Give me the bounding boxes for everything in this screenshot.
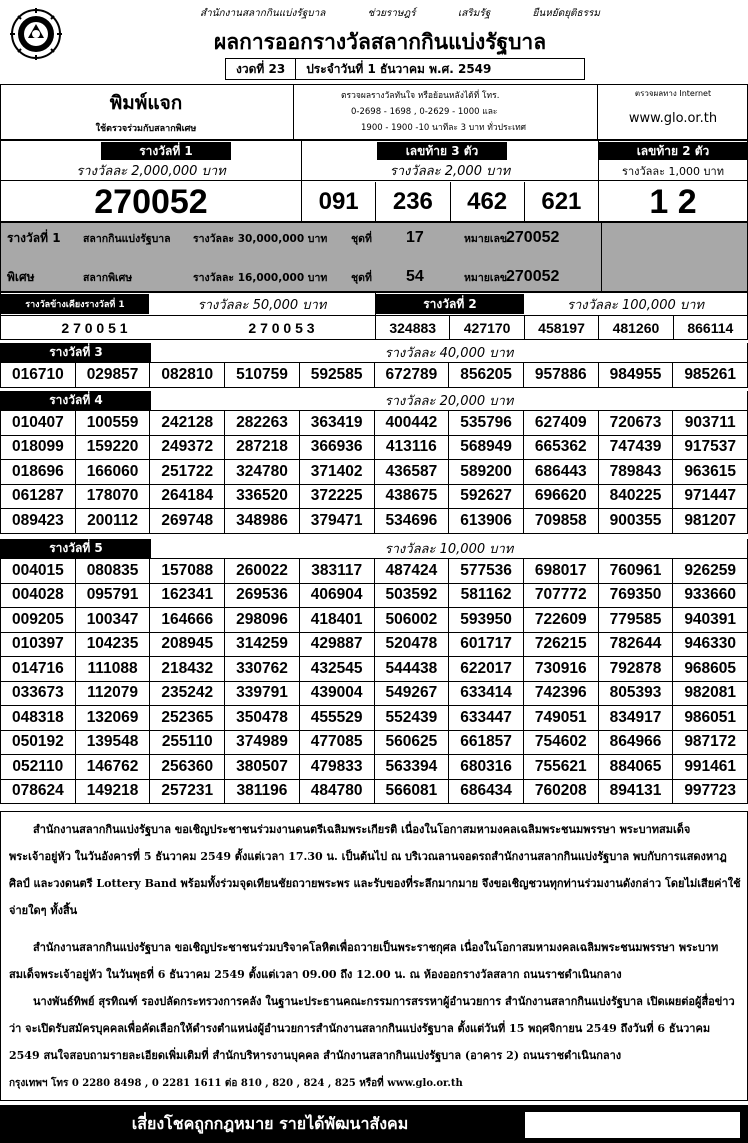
prize4-number: 627409: [524, 411, 599, 435]
special-row2-label: พิเศษ: [7, 269, 35, 284]
prize5-number: 884065: [599, 755, 674, 779]
special-row1-number: 270052: [506, 229, 560, 246]
top-link-office: สำนักงานสลากกินแบ่งรัฐบาล: [200, 8, 326, 19]
prize3-number: 672789: [375, 363, 450, 387]
prize5-number: 601717: [449, 633, 524, 657]
prize5-amount: รางวัลละ 10,000 บาท: [384, 542, 514, 557]
prize3-number: 082810: [150, 363, 225, 387]
prize5-number: 484780: [300, 780, 375, 804]
notice-blood-donation: สำนักงานสลากกินแบ่งรัฐบาล ขอเชิญประชาชนร่วมบริจาคโลหิตเพื่อถวายเป็นพระราชกุศล เนื่องในโอกาสมหามงคลเฉลิมพระชนมพรรษา พระบาทสมเด็จพระเจ้าอยู่หัว ในวันพุธที่ 6 ธันวาคม 2549 ตั้งแต่เวลา 09.00 ถึง 12.00 น. ณ ห้องออกรางวัลสลาก ถนนราชดำเนินกลาง: [9, 941, 719, 981]
prize5-number: 622017: [449, 657, 524, 681]
printer-name: พิมพ์แจก: [109, 92, 183, 114]
prize4-number: 269748: [150, 509, 225, 533]
internet-url[interactable]: www.glo.or.th: [628, 110, 718, 126]
prize3-label: รางวัลที่ 3: [1, 343, 151, 362]
phone-line1: 0-2698 - 1698 , 0-2629 - 1000 และ: [351, 107, 498, 117]
prize2-amount: รางวัลละ 100,000 บาท: [567, 297, 704, 313]
prize4-section: [0, 391, 748, 534]
prize5-number: 792878: [599, 657, 674, 681]
top-link-3: ยืนหยัดยุติธรรม: [532, 8, 600, 19]
prize5-number: 968605: [673, 657, 748, 681]
prize4-number: 568949: [449, 436, 524, 460]
prize4-number: 900355: [599, 509, 674, 533]
prize4-number: 018696: [0, 460, 76, 484]
prize5-number: 593950: [449, 608, 524, 632]
prize5-number: 707772: [524, 584, 599, 608]
prize5-number: 698017: [524, 559, 599, 583]
prize5-number: 987172: [673, 731, 748, 755]
prize4-number: 613906: [449, 509, 524, 533]
prize5-number: 581162: [449, 584, 524, 608]
special-row2-amount: รางวัลละ 16,000,000 บาท: [193, 271, 328, 284]
prize4-number: 840225: [599, 485, 674, 509]
prize5-number: 374989: [225, 731, 300, 755]
last3-number: 091: [302, 182, 376, 221]
notice-concert: สำนักงานสลากกินแบ่งรัฐบาล ขอเชิญประชาชนร่วมงานดนตรีเฉลิมพระเกียรติ เนื่องในโอกาสมหามงคลเฉลิมพระชนมพรรษา พระบาทสมเด็จพระเจ้าอยู่หัว ในวันอังคารที่ 5 ธันวาคม 2549 ตั้งแต่เวลา 17.30 น. เป็นต้นไป ณ บริเวณลานจอดรถสำนักงานสลากกินแบ่งรัฐบาล พบกับการแสดงหาฎศิลป์ และวงดนตรี Lottery Band พร้อมทั้งร่วมจุดเทียนชัยถวายพระพร และรับของที่ระลึกมากมาย จึงขอเชิญชวนทุกท่านร่วมงานดังกล่าว โดยไม่เสียค่าใช้จ่ายใดๆ ทั้งสิ้น: [9, 823, 741, 917]
prize5-number: 139548: [76, 731, 151, 755]
near-first-number: 2 7 0 0 5 3: [248, 319, 315, 336]
footer-blank-box: [525, 1112, 740, 1138]
last3-label: เลขท้าย 3 ตัว: [377, 142, 507, 160]
prize4-number: 178070: [76, 485, 151, 509]
prize5-number: 100347: [76, 608, 151, 632]
prize5-number: 033673: [0, 682, 76, 706]
prize5-number: 742396: [524, 682, 599, 706]
prize5-header: [0, 539, 748, 559]
prize5-number: 432545: [300, 657, 375, 681]
prize3-number: 985261: [673, 363, 748, 387]
last3-number: 621: [541, 187, 582, 215]
prize5-number: 381196: [225, 780, 300, 804]
prize5-number: 330762: [225, 657, 300, 681]
prize4-number: 696620: [524, 485, 599, 509]
special-row1-num-label: หมายเลข: [464, 232, 508, 245]
prize5-number: 506002: [375, 608, 450, 632]
prize4-number: 592627: [449, 485, 524, 509]
prize5-number: 235242: [150, 682, 225, 706]
header: [0, 0, 748, 84]
prize5-number: 680316: [449, 755, 524, 779]
top-links: [200, 6, 600, 21]
prize4-number: 534696: [375, 509, 450, 533]
prize5-number: 298096: [225, 608, 300, 632]
prize5-number: 722609: [524, 608, 599, 632]
prize4-number: 287218: [225, 436, 300, 460]
table-row: [0, 780, 748, 805]
special-row1-amount: รางวัลละ 30,000,000 บาท: [193, 232, 328, 245]
prize4-number: 166060: [76, 460, 151, 484]
prize5-number: 477085: [300, 731, 375, 755]
prize3-number: 984955: [599, 363, 674, 387]
table-row: [0, 731, 748, 756]
prize4-number: 963615: [673, 460, 748, 484]
special-row1-set: 17: [406, 229, 424, 246]
first-prize-number: 270052: [94, 182, 208, 221]
prize3-section: [0, 343, 748, 388]
prize2-number: 427170: [450, 316, 524, 339]
table-row: [0, 411, 748, 436]
prize5-number: 633414: [449, 682, 524, 706]
prize2-number: 458197: [525, 316, 599, 339]
prize5-section: [0, 539, 748, 804]
near-first-amount: รางวัลละ 50,000 บาท: [197, 297, 327, 313]
special-row1-label: รางวัลที่ 1: [7, 230, 61, 245]
table-row: [0, 706, 748, 731]
table-row: [0, 509, 748, 534]
prize5-number: 755621: [524, 755, 599, 779]
prize5-number: 563394: [375, 755, 450, 779]
draw-info: [225, 58, 585, 80]
prize5-number: 782644: [599, 633, 674, 657]
prize5-number: 111088: [76, 657, 151, 681]
prize4-number: 324780: [225, 460, 300, 484]
prize5-number: 730916: [524, 657, 599, 681]
prize3-number: 592585: [300, 363, 375, 387]
prize4-number: 981207: [673, 509, 748, 533]
special-row1-type: สลากกินแบ่งรัฐบาล: [83, 232, 171, 245]
prize4-number: 249372: [150, 436, 225, 460]
printer-note: ใช้ตรวจร่วมกับสลากพิเศษ: [95, 124, 197, 134]
prize3-number: 957886: [524, 363, 599, 387]
prize5-number: 260022: [225, 559, 300, 583]
draw-number: งวดที่ 23: [226, 59, 296, 79]
prize4-number: 371402: [300, 460, 375, 484]
prize4-number: 100559: [76, 411, 151, 435]
prize5-number: 429887: [300, 633, 375, 657]
last3-amount: รางวัลละ 2,000 บาท: [302, 161, 598, 181]
prize5-number: 010397: [0, 633, 76, 657]
prize5-number: 997723: [673, 780, 748, 804]
special-row2-number: 270052: [506, 268, 560, 285]
prize4-number: 436587: [375, 460, 450, 484]
prize5-number: 986051: [673, 706, 748, 730]
phone-info: [301, 88, 591, 136]
prize4-number: 400442: [375, 411, 450, 435]
notice-contact: กรุงเทพฯ โทร 0 2280 8498 , 0 2281 1611 ต่อ 810 , 820 , 824 , 825 หรือที่ www.glo.or.th: [9, 1078, 463, 1089]
prize4-table: [0, 411, 748, 534]
prize5-number: 149218: [76, 780, 151, 804]
prize5-number: 052110: [0, 755, 76, 779]
last2-amount: รางวัลละ 1,000 บาท: [599, 161, 747, 181]
table-row: [0, 436, 748, 461]
table-row: [0, 657, 748, 682]
prize5-table: [0, 559, 748, 804]
prize4-number: 372225: [300, 485, 375, 509]
prize4-number: 438675: [375, 485, 450, 509]
prize5-number: 048318: [0, 706, 76, 730]
prize5-number: 112079: [76, 682, 151, 706]
prize5-number: 339791: [225, 682, 300, 706]
prize5-number: 577536: [449, 559, 524, 583]
last3-number: 236: [376, 182, 450, 221]
prize4-number: 159220: [76, 436, 151, 460]
prize5-number: 982081: [673, 682, 748, 706]
table-row: [0, 584, 748, 609]
prize4-number: 917537: [673, 436, 748, 460]
prize4-number: 061287: [0, 485, 76, 509]
prize4-number: 379471: [300, 509, 375, 533]
table-row: [0, 485, 748, 510]
prize5-number: 455529: [300, 706, 375, 730]
prize5-number: 164666: [150, 608, 225, 632]
special-row-1: [7, 227, 597, 249]
table-row: [0, 460, 748, 485]
prize4-number: 282263: [225, 411, 300, 435]
table-row: [0, 363, 748, 388]
prize5-number: 560625: [375, 731, 450, 755]
near-first-and-prize2: [0, 292, 748, 340]
prize5-number: 549267: [375, 682, 450, 706]
footer-slogan: เสี่ยงโชคถูกกฎหมาย รายได้พัฒนาสังคม: [131, 1113, 409, 1133]
prize4-number: 789843: [599, 460, 674, 484]
glo-emblem-icon: [10, 8, 62, 60]
prize4-number: 010407: [0, 411, 76, 435]
info-row: [0, 84, 748, 140]
prize4-number: 903711: [673, 411, 748, 435]
prize5-number: 805393: [599, 682, 674, 706]
prize5-number: 218432: [150, 657, 225, 681]
prize5-number: 864966: [599, 731, 674, 755]
prize4-number: 709858: [524, 509, 599, 533]
prize5-number: 661857: [449, 731, 524, 755]
prize5-number: 503592: [375, 584, 450, 608]
notice-director-recruitment: นางพันธ์ทิพย์ สุรทิณฑ์ รองปลัดกระทรวงการคลัง ในฐานะประธานคณะกรรมการสรรหาผู้อำนวยการ สำนักงานสลากกินแบ่งรัฐบาล เปิดเผยต่อผู้สื่อข่าวว่า จะเปิดรับสมัครบุคคลเพื่อคัดเลือกให้ดำรงตำแหน่งผู้อำนวยการสำนักงานสลากกินแบ่งรัฐบาล ตั้งแต่วันที่ 15 พฤศจิกายน 2549 ถึงวันที่ 6 ธันวาคม 2549 สนใจสอบถามรายละเอียดเพิ่มเติมที่ สำนักบริหารงานบุคคล สำนักงานสลากกินแบ่งรัฐบาล (อาคาร 2) ถนนราชดำเนินกลาง: [9, 995, 735, 1062]
last2-number: 1 2: [649, 182, 697, 221]
table-row: [0, 608, 748, 633]
prize5-number: 933660: [673, 584, 748, 608]
prize5-number: 926259: [673, 559, 748, 583]
prize4-number: 242128: [150, 411, 225, 435]
prize5-number: 566081: [375, 780, 450, 804]
prize5-number: 350478: [225, 706, 300, 730]
prize4-number: 665362: [524, 436, 599, 460]
prize5-number: 269536: [225, 584, 300, 608]
first-prize-label: รางวัลที่ 1: [101, 142, 231, 160]
phone-line2: 1900 - 1900 -10 นาทีละ 3 บาท ทั่วประเทศ: [361, 123, 527, 133]
prize5-number: 749051: [524, 706, 599, 730]
prize5-number: 080835: [76, 559, 151, 583]
special-row-2: [7, 265, 597, 289]
prize2-numbers: [376, 316, 747, 339]
prize4-number: 589200: [449, 460, 524, 484]
special-row1-set-label: ชุดที่: [351, 232, 372, 245]
prize4-number: 363419: [300, 411, 375, 435]
prize4-number: 720673: [599, 411, 674, 435]
prize4-number: 366936: [300, 436, 375, 460]
prize4-number: 018099: [0, 436, 76, 460]
draw-date: ประจำวันที่ 1 ธันวาคม พ.ศ. 2549: [306, 61, 492, 76]
prize4-number: 348986: [225, 509, 300, 533]
prize5-number: 009205: [0, 608, 76, 632]
special-row2-type: สลากพิเศษ: [83, 271, 133, 284]
prize4-number: 264184: [150, 485, 225, 509]
table-row: [0, 633, 748, 658]
table-row: [0, 559, 748, 584]
prize5-number: 256360: [150, 755, 225, 779]
prize2-number: 866114: [687, 319, 734, 336]
prize4-number: 413116: [375, 436, 450, 460]
prize4-number: 686443: [524, 460, 599, 484]
prize5-number: 004015: [0, 559, 76, 583]
first-prize-amount: รางวัลละ 2,000,000 บาท: [1, 161, 301, 181]
special-prize: [0, 222, 748, 292]
special-row2-set-label: ชุดที่: [351, 271, 372, 284]
top-link-1: ช่วยราษฎร์: [367, 8, 416, 19]
last3-numbers: [302, 182, 598, 221]
prize5-number: 726215: [524, 633, 599, 657]
prize4-number: 089423: [0, 509, 76, 533]
last2-label: เลขท้าย 2 ตัว: [599, 142, 747, 160]
prize5-number: 520478: [375, 633, 450, 657]
prize5-number: 552439: [375, 706, 450, 730]
near-first-number: 2 7 0 0 5 1: [61, 319, 128, 336]
footer-bar: [0, 1105, 748, 1143]
prize5-number: 946330: [673, 633, 748, 657]
prize2-number: 324883: [376, 316, 450, 339]
prize5-number: 779585: [599, 608, 674, 632]
prize5-number: 686434: [449, 780, 524, 804]
prize5-number: 769350: [599, 584, 674, 608]
prize5-number: 487424: [375, 559, 450, 583]
prize5-number: 760961: [599, 559, 674, 583]
prize4-number: 200112: [76, 509, 151, 533]
prize5-number: 004028: [0, 584, 76, 608]
prize3-header: [0, 343, 748, 363]
phone-title: ตรวจผลรางวัลทันใจ หรือย้อนหลังได้ที่ โทร.: [341, 91, 500, 101]
prize5-number: 162341: [150, 584, 225, 608]
prize5-number: 894131: [599, 780, 674, 804]
prize4-header: [0, 391, 748, 411]
prize3-number: 856205: [449, 363, 524, 387]
notices: [0, 811, 748, 1101]
prize5-number: 314259: [225, 633, 300, 657]
table-row: [0, 755, 748, 780]
prize5-number: 252365: [150, 706, 225, 730]
prize4-number: 336520: [225, 485, 300, 509]
prize5-number: 991461: [673, 755, 748, 779]
prize5-number: 439004: [300, 682, 375, 706]
near-first-label: รางวัลข้างเคียงรางวัลที่ 1: [1, 294, 149, 314]
prize5-number: 146762: [76, 755, 151, 779]
prize3-amount: รางวัลละ 40,000 บาท: [384, 346, 514, 361]
prize5-number: 208945: [150, 633, 225, 657]
prize5-number: 406904: [300, 584, 375, 608]
prize5-number: 380507: [225, 755, 300, 779]
prize5-number: 104235: [76, 633, 151, 657]
prize5-number: 132069: [76, 706, 151, 730]
prize3-number: 029857: [76, 363, 151, 387]
prize4-number: 251722: [150, 460, 225, 484]
prize2-label: รางวัลที่ 2: [376, 294, 524, 314]
last3-number: 462: [451, 182, 525, 221]
prize5-number: 760208: [524, 780, 599, 804]
prize4-label: รางวัลที่ 4: [1, 391, 151, 410]
prize5-number: 014716: [0, 657, 76, 681]
special-row2-set: 54: [406, 268, 424, 285]
prize5-number: 078624: [0, 780, 76, 804]
internet-title: ตรวจผลทาง Internet: [634, 88, 712, 98]
prize5-number: 418401: [300, 608, 375, 632]
prize5-number: 157088: [150, 559, 225, 583]
prize4-number: 535796: [449, 411, 524, 435]
prize3-number: 016710: [0, 363, 76, 387]
prize5-number: 754602: [524, 731, 599, 755]
prize5-number: 095791: [76, 584, 151, 608]
prize5-number: 383117: [300, 559, 375, 583]
table-row: [0, 682, 748, 707]
prize5-number: 257231: [150, 780, 225, 804]
prize5-number: 544438: [375, 657, 450, 681]
page-title: ผลการออกรางวัลสลากกินแบ่งรัฐบาล: [213, 29, 547, 54]
prize4-number: 971447: [673, 485, 748, 509]
special-row2-num-label: หมายเลข: [464, 271, 508, 284]
prize5-number: 255110: [150, 731, 225, 755]
top-prizes: [0, 140, 748, 222]
prize5-number: 940391: [673, 608, 748, 632]
prize5-number: 834917: [599, 706, 674, 730]
prize3-number: 510759: [225, 363, 300, 387]
prize5-label: รางวัลที่ 5: [1, 539, 151, 558]
prize5-number: 479833: [300, 755, 375, 779]
top-link-2: เสริมรัฐ: [457, 8, 491, 19]
prize5-number: 050192: [0, 731, 76, 755]
prize5-number: 633447: [449, 706, 524, 730]
prize4-amount: รางวัลละ 20,000 บาท: [384, 394, 514, 409]
prize2-number: 481260: [599, 316, 673, 339]
prize4-number: 747439: [599, 436, 674, 460]
